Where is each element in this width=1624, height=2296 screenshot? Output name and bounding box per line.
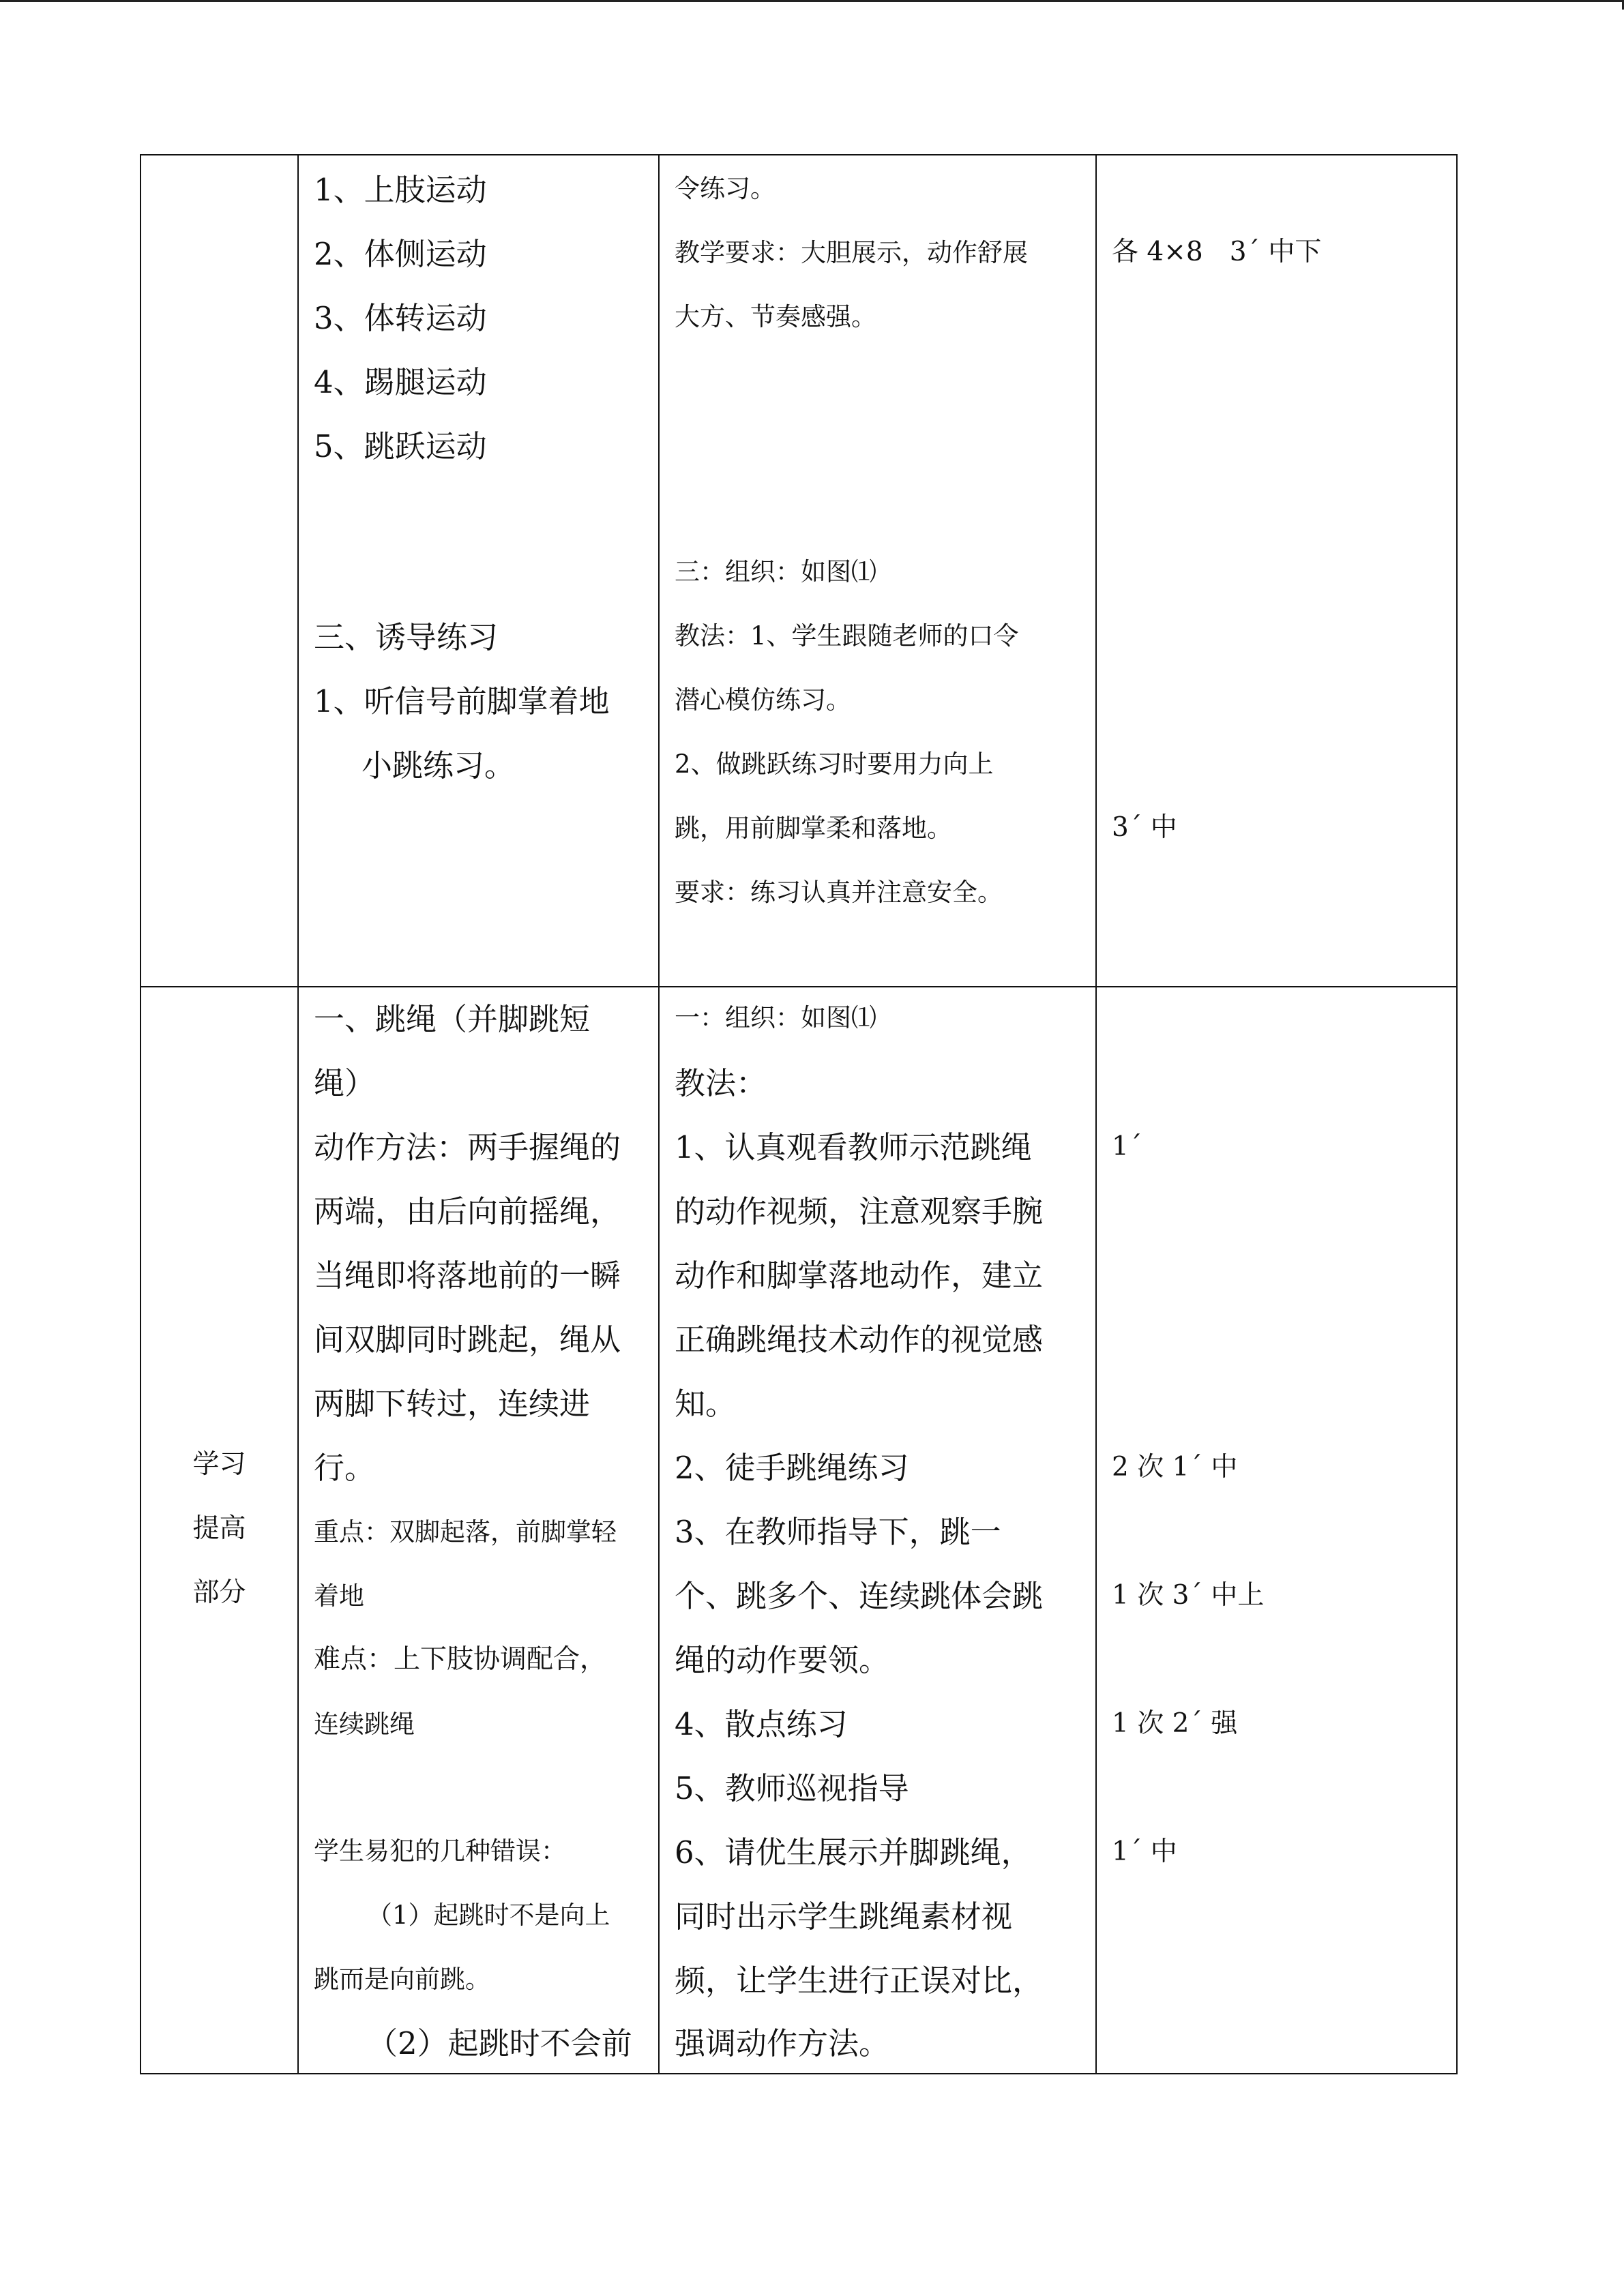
load-line: 1 次 3´ 中上 bbox=[1112, 1580, 1265, 1611]
table-row-warmup bbox=[141, 155, 1457, 987]
content-line: 绳） bbox=[314, 1065, 376, 1101]
load-line: 3´ 中 bbox=[1112, 812, 1177, 843]
methods-line: 2、做跳跃练习时要用力向上 bbox=[675, 749, 994, 779]
methods-line: 跳，用前脚掌柔和落地。 bbox=[675, 814, 952, 843]
methods-line: 4、散点练习 bbox=[675, 1706, 848, 1742]
methods-line: 令练习。 bbox=[675, 174, 776, 203]
content-cell bbox=[298, 155, 659, 987]
content-line: 三、诱导练习 bbox=[314, 619, 499, 655]
load-cell bbox=[1096, 987, 1457, 2074]
load-line: 各 4×8 3´ 中下 bbox=[1112, 237, 1322, 267]
page-top-border bbox=[0, 0, 1624, 2]
content-line: 4、踢腿运动 bbox=[314, 364, 487, 400]
content-line: 两端，由后向前摇绳， bbox=[314, 1193, 621, 1229]
methods-line: 绳的动作要领。 bbox=[675, 1642, 890, 1678]
methods-line: 大方、节奏感强。 bbox=[675, 302, 876, 331]
content-line: 行。 bbox=[314, 1450, 376, 1486]
methods-line: 2、徒手跳绳练习 bbox=[675, 1450, 909, 1486]
content-line: 1、听信号前脚掌着地 bbox=[314, 683, 610, 719]
methods-line: 教法：1、学生跟随老师的口令 bbox=[675, 621, 1019, 651]
content-line: 当绳即将落地前的一瞬 bbox=[314, 1257, 621, 1294]
methods-line: 5、教师巡视指导 bbox=[675, 1770, 909, 1806]
methods-line: 3、在教师指导下，跳一 bbox=[675, 1514, 1001, 1550]
content-line: 5、跳跃运动 bbox=[314, 428, 487, 464]
content-cell bbox=[298, 987, 659, 2074]
methods-line: 个、跳多个、连续跳体会跳 bbox=[675, 1578, 1044, 1614]
methods-line: 要求：练习认真并注意安全。 bbox=[675, 878, 1003, 907]
load-line: 1 次 2´ 强 bbox=[1112, 1708, 1238, 1739]
methods-line: 同时出示学生跳绳素材视 bbox=[675, 1898, 1013, 1935]
content-line: 连续跳绳 bbox=[314, 1710, 415, 1739]
methods-line: 潜心模仿练习。 bbox=[675, 685, 851, 715]
content-line: 一、跳绳（并脚跳短 bbox=[314, 1001, 591, 1037]
methods-line: 动作和脚掌落地动作，建立 bbox=[675, 1257, 1044, 1294]
section-label: 提高 bbox=[192, 1513, 246, 1544]
content-line: 动作方法：两手握绳的 bbox=[314, 1129, 621, 1165]
section-cell-empty bbox=[141, 155, 298, 987]
content-line: 两脚下转过，连续进 bbox=[314, 1386, 591, 1422]
content-line: 1、上肢运动 bbox=[314, 172, 487, 208]
table-row-learning bbox=[141, 987, 1457, 2074]
load-line: 2 次 1´ 中 bbox=[1112, 1452, 1238, 1482]
methods-line: 一：组织：如图⑴ bbox=[675, 1003, 876, 1032]
content-line: 着地 bbox=[314, 1581, 364, 1611]
content-line: 学生易犯的几种错误： bbox=[314, 1836, 566, 1866]
content-line: （2）起跳时不会前 bbox=[367, 2025, 632, 2061]
methods-cell bbox=[659, 155, 1096, 987]
methods-line: 教学要求：大胆展示，动作舒展 bbox=[675, 238, 1028, 267]
methods-line: 三：组织：如图⑴ bbox=[675, 557, 876, 586]
content-line: （1）起跳时不是向上 bbox=[367, 1900, 610, 1930]
section-label: 学习 bbox=[192, 1449, 246, 1480]
methods-line: 的动作视频，注意观察手腕 bbox=[675, 1193, 1044, 1229]
section-cell bbox=[141, 987, 298, 2074]
load-cell bbox=[1096, 155, 1457, 987]
methods-line: 知。 bbox=[675, 1386, 737, 1422]
content-line: 2、体侧运动 bbox=[314, 236, 487, 272]
content-line: 3、体转运动 bbox=[314, 300, 487, 336]
section-label: 部分 bbox=[192, 1577, 246, 1608]
content-line: 重点：双脚起落，前脚掌轻 bbox=[314, 1517, 617, 1547]
methods-line: 6、请优生展示并脚跳绳， bbox=[675, 1834, 1032, 1870]
methods-cell bbox=[659, 987, 1096, 2074]
load-line: 1´ bbox=[1112, 1131, 1142, 1162]
content-line: 间双脚同时跳起，绳从 bbox=[314, 1322, 621, 1358]
load-line: 1´ 中 bbox=[1112, 1836, 1177, 1867]
methods-line: 教法： bbox=[675, 1065, 767, 1101]
content-line: 难点：上下肢协调配合， bbox=[314, 1644, 607, 1675]
content-line: 跳而是向前跳。 bbox=[314, 1965, 490, 1994]
methods-line: 1、认真观看教师示范跳绳 bbox=[675, 1129, 1032, 1165]
content-line: 小跳练习。 bbox=[361, 747, 516, 784]
lesson-plan-table bbox=[140, 154, 1458, 2074]
methods-line: 频，让学生进行正误对比， bbox=[675, 1963, 1044, 1999]
methods-line: 正确跳绳技术动作的视觉感 bbox=[675, 1322, 1044, 1358]
methods-line: 强调动作方法。 bbox=[675, 2025, 890, 2061]
